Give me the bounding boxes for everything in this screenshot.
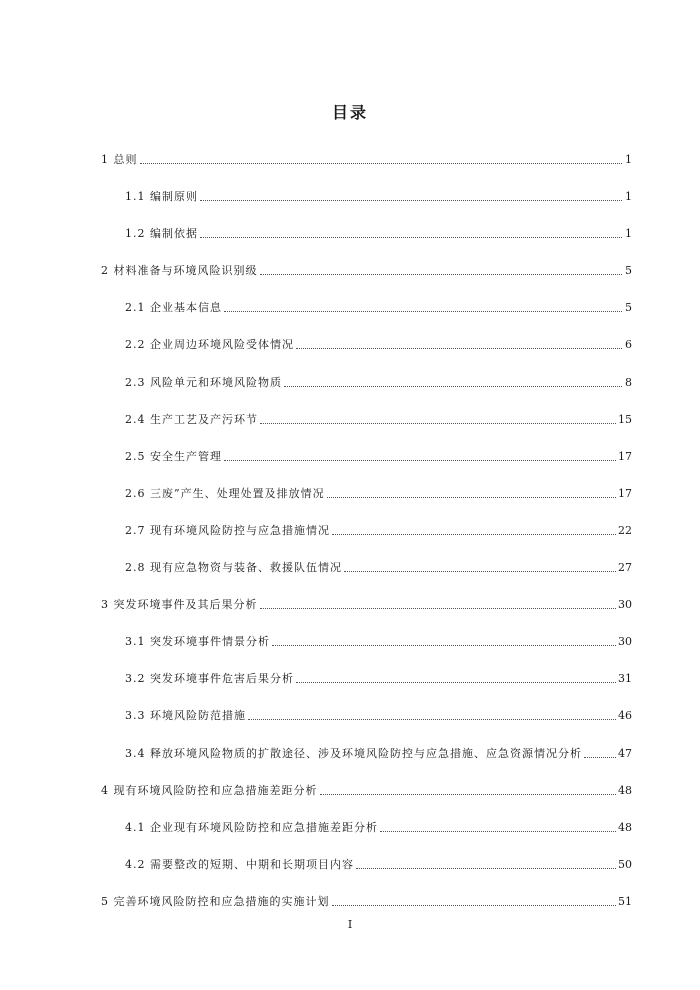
toc-entry[interactable] (101, 815, 632, 835)
toc-entry-label: 4.2 需要整改的短期、中期和长期项目内容 (125, 857, 354, 871)
toc-entry-page: 5 (625, 264, 632, 278)
toc-entry-label: 4.1 企业现有环境风险防控和应急措施差距分析 (125, 820, 378, 834)
toc-entry-page: 1 (625, 190, 632, 204)
toc-entry[interactable] (101, 518, 632, 538)
toc-entry-label: 3.4 释放环境风险物质的扩散途径、涉及环境风险防控与应急措施、应急资源情况分析 (125, 746, 582, 760)
toc-entry-label: 1 总则 (101, 153, 138, 166)
toc-leader-dots (260, 607, 617, 609)
toc-entry-page: 48 (618, 820, 632, 834)
toc-entry[interactable] (101, 629, 632, 649)
toc-entry[interactable] (101, 370, 632, 390)
toc-entry-page: 48 (618, 783, 632, 797)
toc-entry-page: 50 (618, 857, 632, 871)
toc-entry-label: 2 材料准备与环境风险识别级 (101, 264, 258, 278)
toc-entry-label: 2.7 现有环境风险防控与应急措施情况 (125, 523, 330, 537)
toc-entry[interactable] (101, 407, 632, 427)
toc-entry[interactable] (101, 444, 632, 464)
toc-leader-dots (200, 199, 622, 201)
toc-entry-label: 2.1 企业基本信息 (125, 301, 222, 315)
toc-entry-page: 15 (618, 412, 632, 426)
toc-entry-page: 17 (618, 449, 632, 463)
toc-entry[interactable] (101, 184, 632, 204)
toc-entry[interactable] (101, 889, 632, 909)
toc-entry-page: 46 (618, 709, 632, 723)
toc-entry-label: 4 现有环境风险防控和应急措施差距分析 (101, 783, 318, 797)
toc-entry[interactable] (101, 258, 632, 278)
toc-entry-label: 1.1 编制原则 (125, 190, 198, 204)
toc-leader-dots (224, 310, 622, 312)
toc-leader-dots (344, 570, 616, 572)
toc-entry[interactable] (101, 221, 632, 241)
toc-entry-label: 3.3 环境风险防范措施 (125, 709, 246, 723)
toc-leader-dots (284, 385, 622, 387)
toc-entry[interactable] (101, 703, 632, 723)
toc-leader-dots (356, 867, 616, 869)
toc-leader-dots (584, 756, 616, 758)
toc-entry-label: 2.2 企业周边环境风险受体情况 (125, 338, 294, 352)
toc-leader-dots (272, 644, 616, 646)
toc-entry[interactable] (101, 741, 632, 761)
toc-entry-page: 5 (625, 301, 632, 315)
toc-leader-dots (296, 681, 616, 683)
toc-leader-dots (320, 793, 617, 795)
toc-entry[interactable] (101, 555, 632, 575)
toc-entry-page: 27 (618, 561, 632, 575)
table-of-contents (101, 147, 632, 926)
toc-entry[interactable] (101, 295, 632, 315)
toc-entry-label: 2.8 现有应急物资与装备、救援队伍情况 (125, 561, 342, 575)
toc-entry-label: 2.3 风险单元和环境风险物质 (125, 375, 282, 389)
toc-entry-page: 8 (625, 375, 632, 389)
toc-entry-label: 5 完善环境风险防控和应急措施的实施计划 (101, 894, 330, 908)
toc-entry-label: 3.1 突发环境事件情景分析 (125, 635, 270, 649)
toc-entry[interactable] (101, 666, 632, 686)
toc-entry-label: 3 突发环境事件及其后果分析 (101, 598, 258, 612)
toc-entry-page: 17 (618, 486, 632, 500)
toc-leader-dots (260, 273, 623, 275)
toc-leader-dots (140, 162, 623, 164)
toc-leader-dots (224, 459, 616, 461)
toc-entry-page: 6 (625, 338, 632, 352)
toc-entry[interactable] (101, 147, 632, 167)
toc-leader-dots (260, 422, 616, 424)
toc-leader-dots (327, 496, 616, 498)
toc-entry-page: 31 (618, 672, 632, 686)
toc-leader-dots (200, 236, 622, 238)
toc-entry-label: 3.2 突发环境事件危害后果分析 (125, 672, 294, 686)
toc-entry[interactable] (101, 332, 632, 352)
toc-entry-page: 30 (618, 635, 632, 649)
toc-entry-page: 51 (618, 894, 632, 908)
toc-leader-dots (332, 904, 617, 906)
toc-entry-label: 1.2 编制依据 (125, 227, 198, 241)
toc-entry-label: 2.5 安全生产管理 (125, 449, 222, 463)
page-number: I (347, 918, 353, 931)
toc-entry-page: 30 (618, 598, 632, 612)
toc-entry[interactable] (101, 778, 632, 798)
toc-entry[interactable] (101, 852, 632, 872)
toc-entry-page: 1 (625, 227, 632, 241)
toc-entry[interactable] (101, 592, 632, 612)
toc-leader-dots (380, 830, 616, 832)
toc-entry-page: 47 (618, 746, 632, 760)
toc-entry[interactable] (101, 481, 632, 501)
toc-entry-label: 2.6 三废”产生、处理处置及排放情况 (125, 486, 325, 500)
toc-entry-label: 2.4 生产工艺及产污环节 (125, 412, 258, 426)
toc-entry-page: 22 (618, 523, 632, 537)
toc-leader-dots (296, 347, 622, 349)
toc-entry-page: 1 (625, 153, 632, 166)
toc-leader-dots (248, 718, 616, 720)
toc-title: 目录 (331, 103, 368, 122)
toc-leader-dots (332, 533, 616, 535)
